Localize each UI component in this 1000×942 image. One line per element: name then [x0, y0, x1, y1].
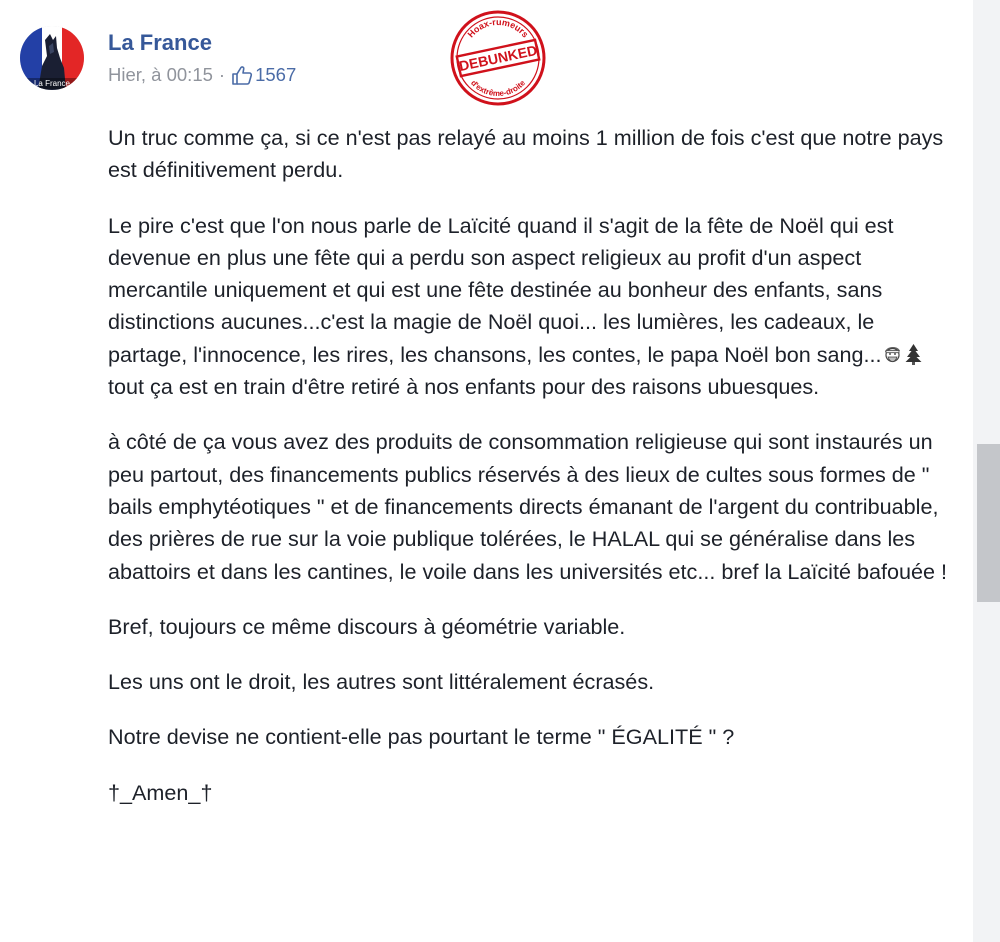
debunked-stamp	[448, 8, 548, 108]
santa-emoji-icon	[882, 343, 903, 365]
post-timestamp[interactable]: Hier, à 00:15	[108, 64, 213, 85]
post-paragraph: Un truc comme ça, si ce n'est pas relayé au moins 1 million de fois c'est que notre pays est définitivement perdu.	[108, 125, 944, 183]
post-meta	[108, 64, 296, 86]
post-paragraph: Notre devise ne contient-elle pas pourtant le terme " ÉGALITÉ " ?	[108, 724, 735, 750]
paragraph-text: tout ça est en train d'être retiré à nos enfants pour des raisons ubuesques.	[108, 374, 820, 400]
scrollbar-thumb[interactable]	[977, 444, 1000, 602]
christmas-tree-emoji-icon	[903, 343, 924, 365]
paragraph-text: Le pire c'est que l'on nous parle de Laïcité quand il s'agit de la fête de Noël qui est devenue en plus une fête qui a perdu son aspect religieux au profit d'un aspect mercantile uniquement et qui est une fête destinée au bonheur des enfants, sans distinctions aucunes...c'est la magie de Noël quoi... les lumières, les cadeaux, le partage, l'innocence, les rires, les chansons, les contes, le papa Noël bon sang...	[108, 212, 894, 367]
page-name-link[interactable]: La France	[108, 30, 212, 55]
stamp-debunked-text: DEBUNKED	[457, 41, 539, 75]
post-paragraph: Bref, toujours ce même discours à géométrie variable.	[108, 613, 626, 639]
post-paragraph: Les uns ont le droit, les autres sont littéralement écrasés.	[108, 669, 655, 695]
avatar-caption: La France	[33, 79, 71, 88]
page-avatar[interactable]	[20, 26, 84, 90]
post-paragraph	[108, 210, 958, 404]
post-body	[108, 122, 958, 832]
french-flag-avatar-icon	[20, 26, 84, 90]
stamp-bottom-text: d'extrême-droite	[469, 78, 527, 99]
stamp-top-text: Hoax-rumeurs	[465, 16, 531, 40]
meta-separator: ·	[218, 64, 226, 85]
thumbs-up-icon	[231, 65, 253, 85]
post-paragraph: à côté de ça vous avez des produits de consommation religieuse qui sont instaurés un peu partout, des financements publics réservés à des lieux de cultes sous formes de " bails emphytéotiques " et de financements directs émanant de l'argent du contribuable, des prières de rue sur la voie publique tolérées, le HALAL qui se généralise dans les abattoirs et dans les cantines, le voile dans les universités etc... bref la Laïcité bafouée !	[108, 429, 948, 584]
post-paragraph: †_Amen_†	[108, 779, 213, 805]
like-count[interactable]: 1567	[255, 64, 297, 85]
